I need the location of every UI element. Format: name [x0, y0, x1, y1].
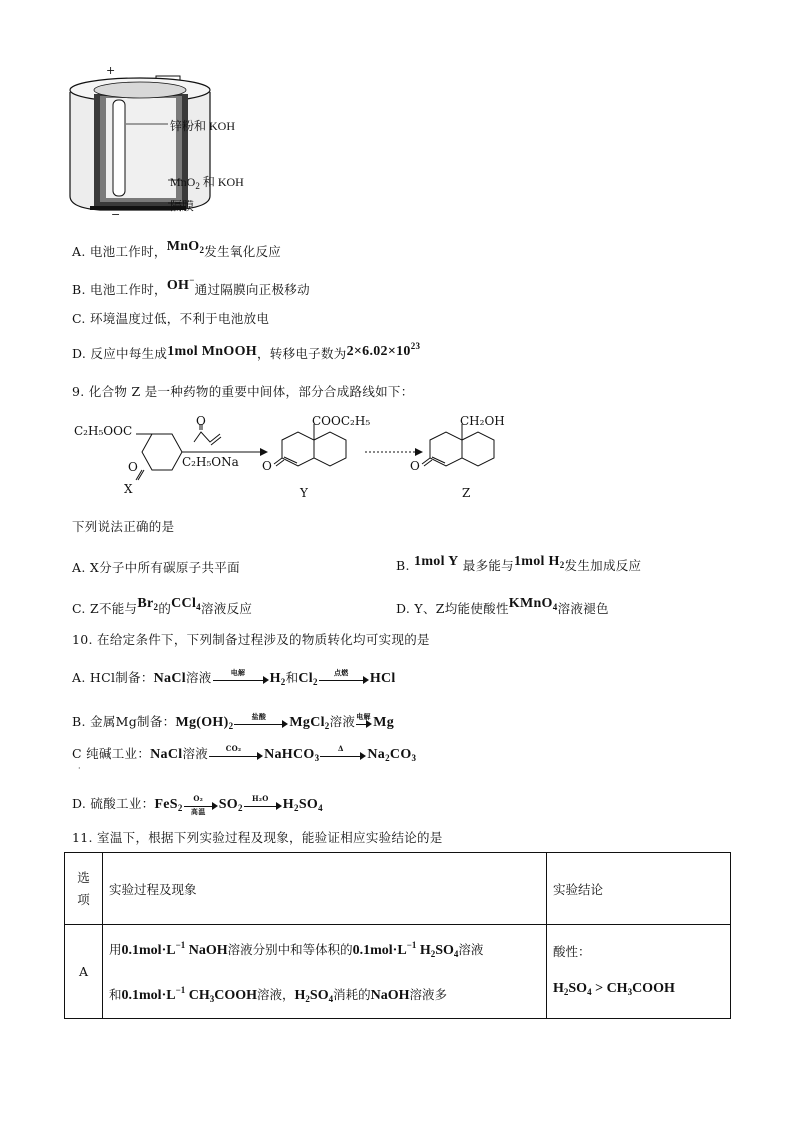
- battery-plus-label: +: [106, 64, 116, 77]
- q9-option-a: A. X分子中所有碳原子共平面: [72, 560, 240, 575]
- q10-c-arrow-1: CO₂: [209, 748, 263, 762]
- q10-d-arrow-2: H₂O: [244, 798, 282, 812]
- q10-a-arrow-1: 电解: [213, 672, 269, 686]
- q8-option-d: D. 反应中每生成1mol MnOOH，转移电子数为$2\times 6.02\times 10^{23}$: [72, 341, 421, 361]
- conclusion-label: 酸性：: [553, 943, 591, 959]
- battery-label-separator: 隔膜: [170, 199, 195, 213]
- q11-table: [64, 852, 731, 1019]
- q9-z-substituent: CH₂OH: [460, 414, 505, 428]
- q9-x-oxygen: O: [128, 460, 138, 474]
- conclusion-formula: $H_2SO_4$ > $CH_3COOH$: [553, 980, 675, 997]
- q9-option-b: B. 1mol Y 最多能与1mol H2发生加成反应: [396, 554, 642, 573]
- table-row: [65, 925, 731, 1019]
- q10-b-arrow-1: 盐酸: [234, 716, 288, 730]
- q9-question: 下列说法正确的是: [72, 519, 175, 534]
- q10-option-b: B. 金属Mg制备：$Mg(OH)_2$ 盐酸 MgCl$_2$溶液 电解 Mg: [72, 711, 395, 731]
- q10-option-c: C 纯碱工业：NaCl溶液 CO₂ NaHCO$_3$ Δ $Na_2CO_3$: [72, 743, 417, 763]
- q9-y-oxygen: O: [262, 459, 272, 473]
- battery-minus-label: −: [111, 208, 121, 221]
- q9-reagent-base: C₂H₅ONa: [182, 455, 239, 469]
- header-conclusion: 实验结论: [547, 853, 731, 925]
- battery-label-zinc: 锌粉和 KOH: [170, 119, 235, 133]
- q9-option-d: D. Y、Z均能使酸性KMnO$^4$溶液褪色: [396, 596, 609, 616]
- q9-label-z: Z: [462, 486, 471, 500]
- q10-stem: 10. 在给定条件下，下列制备过程涉及的物质转化均可实现的是: [72, 632, 430, 647]
- q11-stem: 11. 室温下，根据下列实验过程及现象，能验证相应实验结论的是: [72, 830, 443, 845]
- table-header-row: [65, 853, 731, 925]
- q8-option-a: A. 电池工作时，MnO$^2$发生氧化反应: [72, 239, 282, 259]
- battery-label-mno2: MnO$_2$ 和 KOH: [170, 175, 244, 191]
- row-option: A: [65, 925, 103, 1019]
- q8-option-b: B. 电池工作时，OH−通过隔膜向正极移动: [72, 275, 310, 297]
- row-conclusion: [547, 925, 731, 1019]
- q9-z-oxygen: O: [410, 459, 420, 473]
- row-procedure: [103, 925, 547, 1019]
- header-option: 选 项: [65, 853, 103, 925]
- header-procedure: 实验过程及现象: [103, 853, 547, 925]
- q10-c-dot: ·: [78, 764, 81, 773]
- procedure-line-1: 用$0.1mol\cdot L^{-1}$ NaOH溶液分别中和等体积的$0.1mol\cdot L^{-1}$ $H_2SO_4$溶液: [109, 939, 484, 959]
- q10-option-d: D. 硫酸工业：FeS$_2$ O₂ 高温 $SO_2$ H₂O $H_2SO_4$: [72, 793, 323, 816]
- q9-reagent-oxygen: O: [196, 414, 206, 428]
- q10-b-arrow-2: 电解: [356, 716, 372, 730]
- q9-stem: 9. 化合物 Z 是一种药物的重要中间体，部分合成路线如下：: [72, 384, 414, 399]
- q9-y-substituent: COOC₂H₅: [312, 414, 371, 428]
- q8-option-c: C. 环境温度过低，不利于电池放电: [72, 311, 270, 326]
- q9-x-substituent: C₂H₅OOC: [74, 424, 133, 438]
- q9-label-y: Y: [300, 486, 308, 500]
- q10-c-arrow-2: Δ: [320, 748, 366, 762]
- q10-d-arrow-1: O₂ 高温: [184, 798, 218, 812]
- procedure-line-2: 和$0.1mol\cdot L^{-1}$ $CH_3COOH$溶液，$H_2SO_4$消耗的NaOH溶液多: [109, 984, 448, 1004]
- q9-option-c: C. Z不能与Br$^2$的CCl$^4$溶液反应: [72, 596, 253, 616]
- q10-option-a: A. HCl制备：NaCl溶液 电解 $H_2$和$Cl_2$ 点燃 HCl: [72, 667, 396, 687]
- q9-label-x: X: [124, 482, 133, 496]
- q10-a-arrow-2: 点燃: [319, 672, 369, 686]
